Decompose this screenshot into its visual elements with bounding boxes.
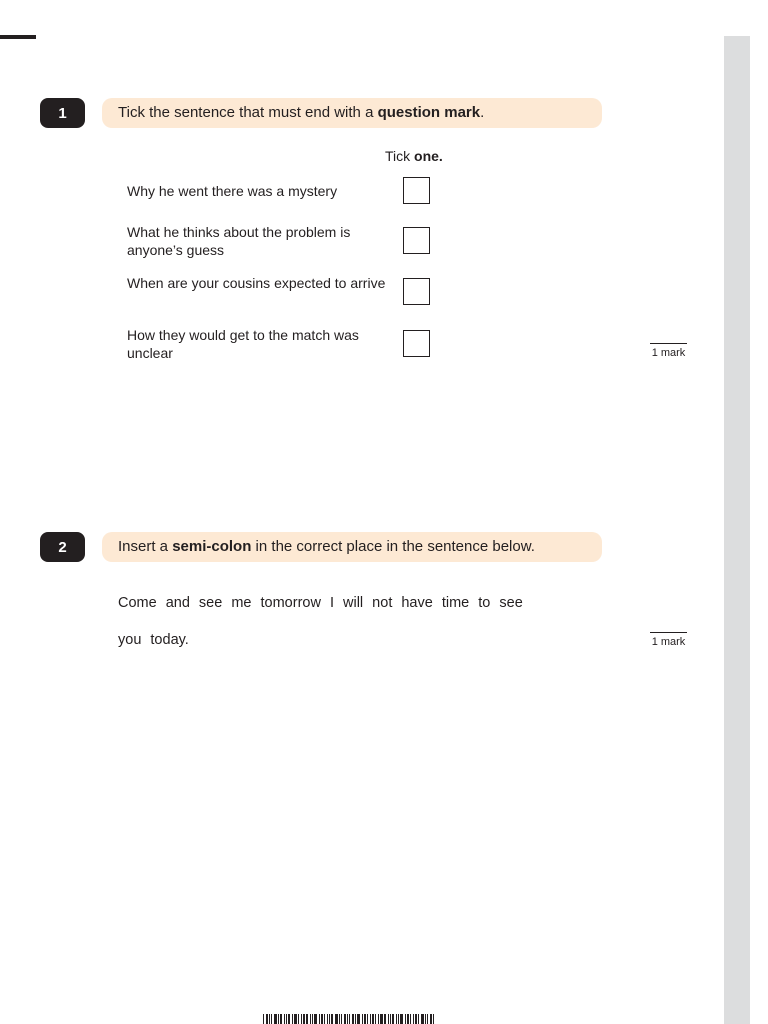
- barcode-bar: [303, 1014, 305, 1024]
- question-prompt-banner: [102, 98, 602, 128]
- barcode-bar: [349, 1014, 350, 1024]
- barcode-bar: [427, 1014, 428, 1024]
- prompt-text-end: .: [480, 104, 485, 121]
- barcode-bar: [278, 1014, 279, 1024]
- barcode-bar: [327, 1014, 328, 1024]
- barcode-bar: [298, 1014, 299, 1024]
- barcode: [263, 1014, 469, 1024]
- barcode-bar: [344, 1014, 346, 1024]
- prompt-text: Insert a: [118, 538, 173, 555]
- tick-instruction: [385, 148, 443, 164]
- sentence-line-1[interactable]: Come and see me tomorrow I will not have time to see: [118, 595, 523, 611]
- barcode-bar: [375, 1014, 376, 1024]
- barcode-bar: [378, 1014, 379, 1024]
- option-label-4: How they would get to the match was unclear: [127, 327, 359, 361]
- barcode-bar: [341, 1014, 342, 1024]
- barcode-bar: [367, 1014, 368, 1024]
- barcode-bar: [352, 1014, 354, 1024]
- prompt-text-end: in the correct place in the sentence below.: [251, 538, 535, 555]
- barcode-bar: [398, 1014, 399, 1024]
- barcode-bar: [372, 1014, 374, 1024]
- option-checkbox-4[interactable]: [403, 330, 430, 357]
- barcode-bar: [400, 1014, 403, 1024]
- barcode-bar: [266, 1014, 268, 1024]
- barcode-bar: [418, 1014, 419, 1024]
- barcode-bar: [380, 1014, 383, 1024]
- barcode-bar: [263, 1014, 264, 1024]
- barcode-bar: [364, 1014, 366, 1024]
- question-number-badge: [40, 532, 85, 562]
- question-number-badge: [40, 98, 85, 128]
- sentence-line-2[interactable]: you today.: [118, 632, 189, 648]
- barcode-bar: [312, 1014, 313, 1024]
- option-label-1: Why he went there was a mystery: [127, 183, 338, 199]
- barcode-bar: [280, 1014, 282, 1024]
- question-prompt-banner: [102, 532, 602, 562]
- barcode-bar: [347, 1014, 348, 1024]
- barcode-bar: [407, 1014, 409, 1024]
- barcode-bar: [425, 1014, 426, 1024]
- prompt-bold-text: question mark: [377, 104, 481, 121]
- barcode-bar: [310, 1014, 311, 1024]
- barcode-bar: [421, 1014, 424, 1024]
- barcode-bar: [335, 1014, 338, 1024]
- barcode-bar: [405, 1014, 406, 1024]
- barcode-bar: [384, 1014, 386, 1024]
- option-label-3: When are your cousins expected to arrive: [127, 275, 386, 291]
- barcode-bar: [388, 1014, 389, 1024]
- tick-instruction-bold: one.: [414, 148, 443, 164]
- barcode-bar: [331, 1014, 333, 1024]
- tick-instruction-text: Tick: [385, 148, 415, 164]
- option-label-2: What he thinks about the problem is anyone’s guess: [127, 224, 351, 258]
- barcode-bar: [288, 1014, 290, 1024]
- question-number: 2: [58, 538, 67, 556]
- prompt-text: Tick the sentence that must end with a: [118, 104, 378, 121]
- option-checkbox-2[interactable]: [403, 227, 430, 254]
- barcode-bar: [321, 1014, 323, 1024]
- barcode-bar: [329, 1014, 330, 1024]
- barcode-bar: [396, 1014, 397, 1024]
- barcode-bar: [271, 1014, 272, 1024]
- option-checkbox-1[interactable]: [403, 177, 430, 204]
- barcode-bar: [415, 1014, 417, 1024]
- barcode-bar: [392, 1014, 394, 1024]
- barcode-bar: [390, 1014, 391, 1024]
- barcode-bar: [286, 1014, 287, 1024]
- barcode-bar: [292, 1014, 293, 1024]
- barcode-bar: [306, 1014, 308, 1024]
- barcode-bar: [413, 1014, 414, 1024]
- barcode-bar: [339, 1014, 340, 1024]
- barcode-bar: [269, 1014, 270, 1024]
- barcode-bar: [433, 1014, 434, 1024]
- barcode-bar: [294, 1014, 297, 1024]
- barcode-bar: [324, 1014, 325, 1024]
- barcode-bar: [355, 1014, 356, 1024]
- question-number: 1: [58, 104, 67, 122]
- barcode-bar: [284, 1014, 285, 1024]
- mark-allocation: 1 mark: [650, 632, 687, 648]
- barcode-bar: [362, 1014, 363, 1024]
- margin-strip: [724, 36, 750, 1024]
- barcode-bar: [357, 1014, 360, 1024]
- barcode-bar: [370, 1014, 371, 1024]
- barcode-bar: [430, 1014, 432, 1024]
- mark-allocation: 1 mark: [650, 343, 687, 359]
- barcode-bar: [274, 1014, 277, 1024]
- barcode-bar: [410, 1014, 411, 1024]
- barcode-bar: [319, 1014, 320, 1024]
- corner-rule: [0, 35, 36, 39]
- option-checkbox-3[interactable]: [403, 278, 430, 305]
- barcode-bar: [314, 1014, 317, 1024]
- prompt-bold-text: semi-colon: [172, 538, 252, 555]
- barcode-bar: [301, 1014, 302, 1024]
